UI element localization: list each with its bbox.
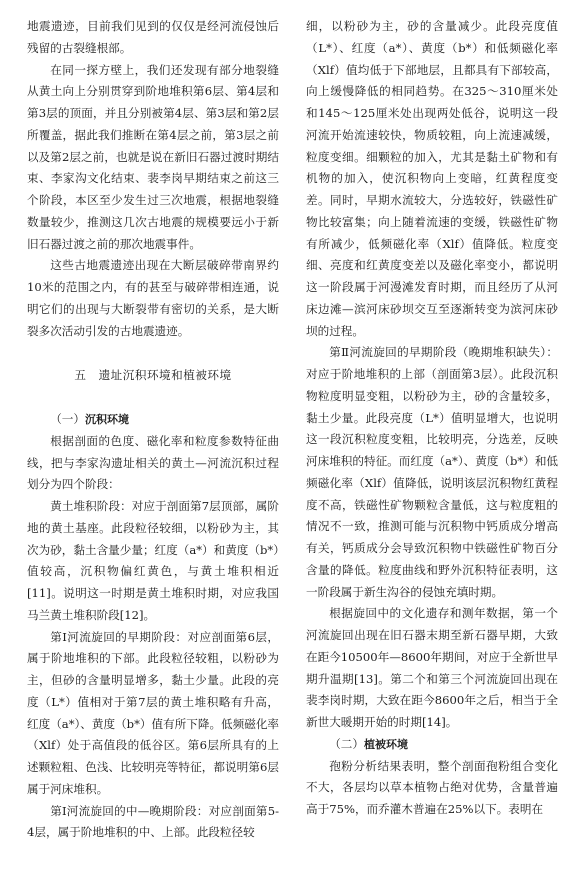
paragraph: 根据剖面的色度、磁化率和粒度参数特征曲线，把与李家沟遗址相关的黄土—河流沉积过程划分为四个阶段： [27, 433, 279, 492]
subsection-number: （二） [329, 736, 364, 751]
paragraph: 这些古地震遗迹出现在大断层破碎带南界约10米的范围之内，有的甚至与破碎带相连通，说明它们的出现与大断裂带有密切的关系，是大断裂多次活动引发的古地震遗迹。 [27, 258, 279, 338]
paragraph: 在同一探方壁上，我们还发现有部分地裂缝从黄土向上分别贯穿到阶地堆积第6层、第4层和第3层的顶面，并且分别被第4层、第3层和第2层所覆盖，据此我们推断在第4层之前，第3层之前以及第2层之前，也就是说在新旧石器过渡时期结束、李家沟文化结束、裴李岗早期结束之前这三个阶段，本区至少发生过三次地震，根据地裂缝数量较少，推测这几次古地震的规模要远小于新旧石器过渡之前的那次地震事件。 [27, 62, 279, 251]
subsection-heading [306, 734, 558, 756]
paragraph: 根据旋回中的文化遗存和测年数据，第一个河流旋回出现在旧石器末期至新石器早期，大致在距今10500年—8600年期间，对应于全新世早期升温期[13]。第二个和第三个河流旋回出现在裴李岗时期，大致在距今8600年之后，相当于全新世大暖期开始的时期[14]。 [306, 606, 558, 729]
section-heading: 五 遗址沉积环境和植被环境 [74, 368, 232, 383]
paragraph: 第Ⅰ河流旋回的中—晚期阶段：对应剖面第5-4层，属于阶地堆积的中、上部。此段粒径较 [27, 803, 279, 840]
left-column [27, 16, 279, 844]
paragraph: 第Ⅱ河流旋回的早期阶段（晚期堆积缺失）：对应于阶地堆积的上部（剖面第3层）。此段沉积物粒度明显变粗，以粉砂为主，砂的含量较多，黏土少量。此段亮度（L*）值明显增大，也说明这一段沉积粒度变粗，比较明亮，分选差，反映河床堆积的特征。而红度（a*）、黄度（b*）和低频磁化率（Xlf）值降低，说明该层沉积物红黄程度不高，铁磁性矿物颗粒含量低，这与粒度粗的情况不一致，推测可能与沉积物中钙质成分增高有关，钙质成分会导致沉积物中铁磁性矿物百分含量的降低。粒度曲线和野外沉积特征表明，这一阶段属于新生沟谷的侵蚀充填时期。 [306, 345, 559, 599]
paragraph: 黄土堆积阶段：对应于剖面第7层顶部，属阶地的黄土基座。此段粒径较细，以粉砂为主，其次为砂，黏土含量少量；红度（a*）和黄度（b*）值较高，沉积物偏红黄色，与黄土堆积相近[11]。说明这一时期是黄土堆积时期，对应我国马兰黄土堆积阶段[12]。 [27, 499, 280, 622]
subsection-heading [27, 409, 279, 431]
subsection-title: 植被环境 [363, 737, 408, 751]
paragraph: 地震遗迹，目前我们见到的仅仅是经河流侵蚀后残留的古裂缝根部。 [27, 19, 279, 55]
paragraph: 孢粉分析结果表明，整个剖面孢粉组合变化不大，各层均以草本植物占绝对优势，含量普遍高于75%，而乔灌木普遍在25%以下。表明在 [306, 758, 558, 816]
subsection-title: 沉积环境 [84, 413, 129, 426]
paragraph: 第Ⅰ河流旋回的早期阶段：对应剖面第6层，属于阶地堆积的下部。此段粒径较粗，以粉砂为主，但砂的含量明显增多，黏土少量。此段的亮度（L*）值相对于第7层的黄土堆积略有升高，红度（a*）、黄度（b*）值有所下降。低频磁化率（Xlf）处于高值段的低谷区。第6层所具有的上述颗粒粗、色浅、比较明亮等特征，都说明第6层属于河床堆积。 [27, 629, 280, 796]
paragraph: 细，以粉砂为主，砂的含量减少。此段亮度值（L*）、红度（a*）、黄度（b*）和低频磁化率（Xlf）值均低于下部地层，且都具有下部较高，向上缓慢降低的相同趋势。在325～310厘米处和145～125厘米处出现两处低谷，说明这一段河流开始流速较快，物质较粗，向上流速减缓，粒度变细。细颗粒的加入，尤其是黏土矿物和有机物的加入，使沉积物向上变暗，红黄程度变差。同时，早期水流较大，分选较好，铁磁性矿物比较富集；向上随着流速的变缓，铁磁性矿物有所减少，低频磁化率（Xlf）值降低。粒度变细、亮度和红黄度变差以及磁化率变小，都说明这一阶段属于河漫滩发育时期，而且经历了从河床边滩—滨河床砂坝交互至逐渐转变为滨河床砂坝的过程。 [306, 19, 558, 338]
right-column [306, 16, 558, 821]
subsection-number: （一） [50, 412, 85, 426]
